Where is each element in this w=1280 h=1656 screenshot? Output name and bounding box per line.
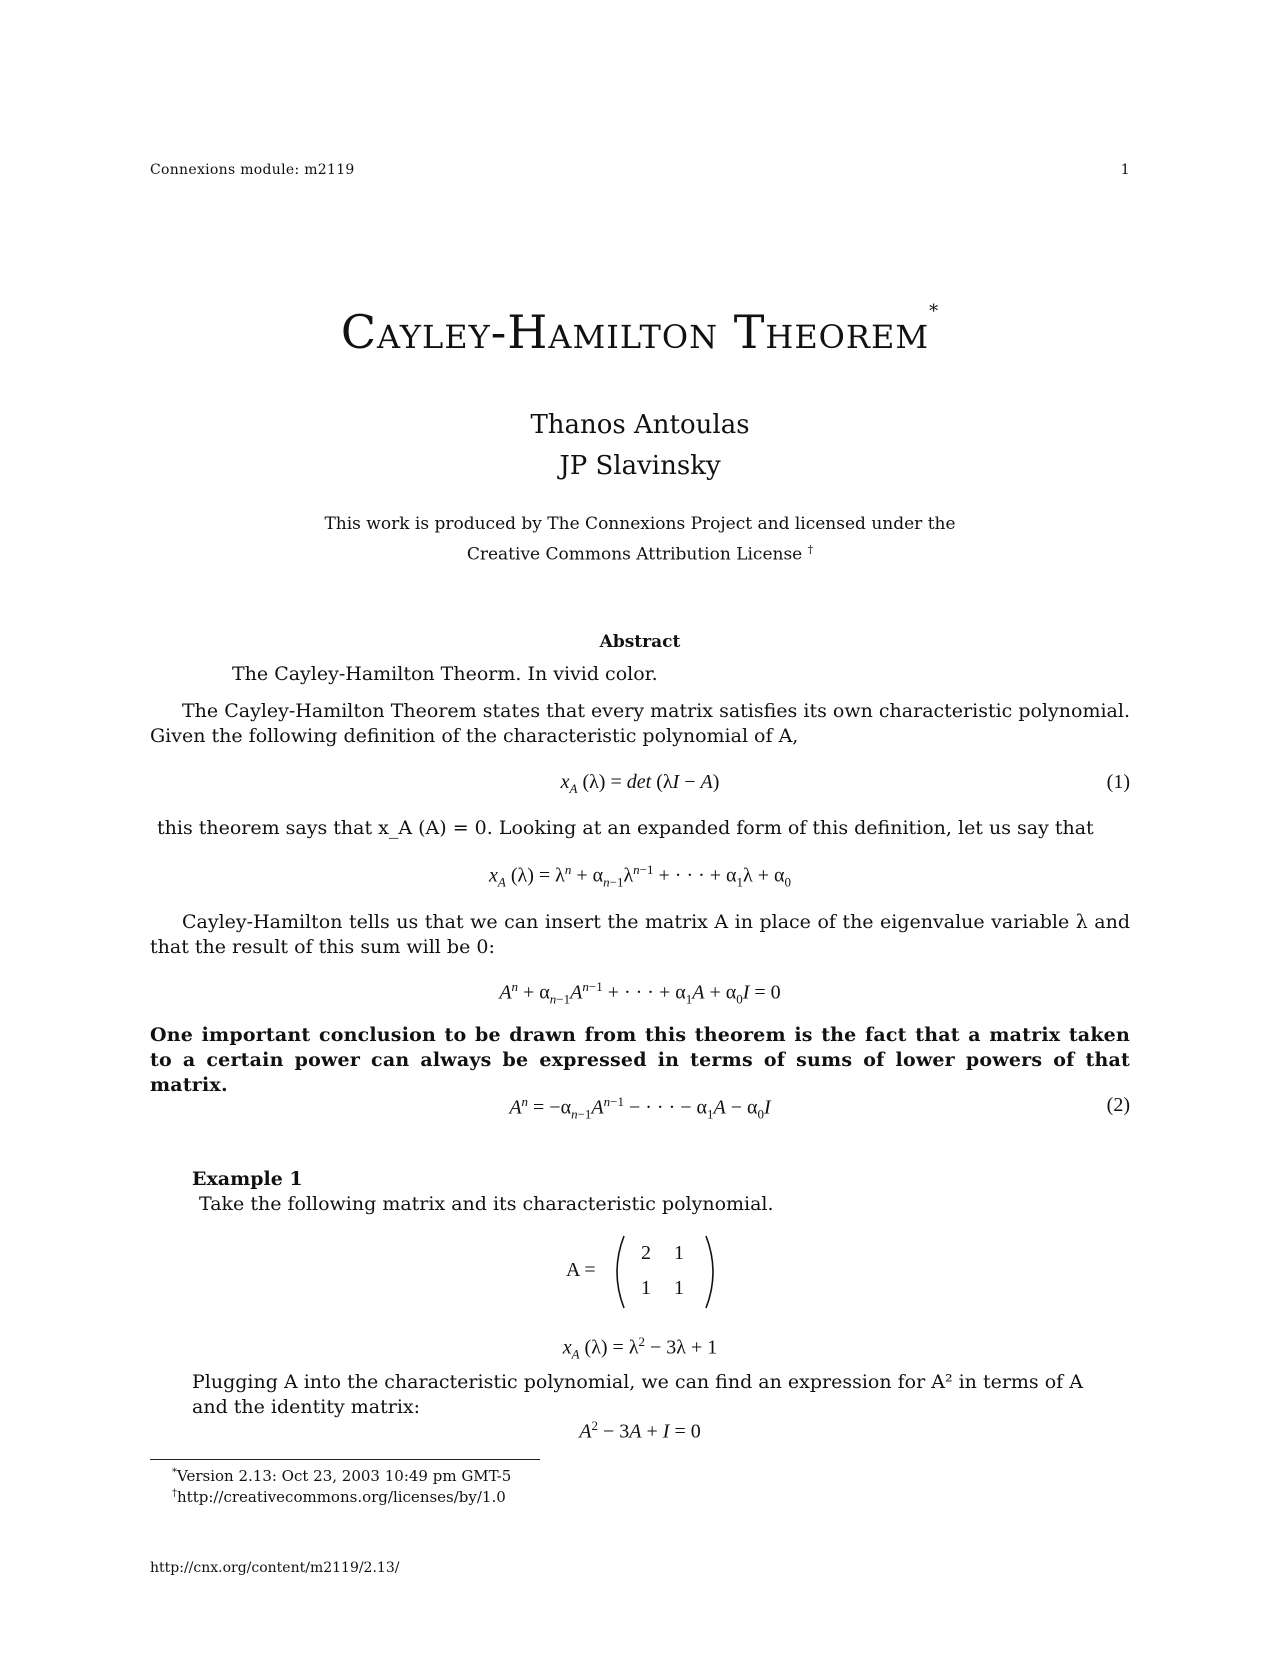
page-number: 1 [1120,162,1130,178]
example-after: Plugging A into the characteristic polynomial, we can find an expression for A² in terms of A and the identity matrix: [192,1371,1083,1418]
running-header: Connexions module: m2119 [150,162,355,178]
license-statement [0,512,1280,568]
abstract-heading: Abstract [599,632,681,652]
paper-title [0,301,1280,359]
footnote-rule [150,1459,540,1460]
example-intro: Take the following matrix and its characteristic polynomial. [199,1193,774,1215]
title-footnote-mark: * [929,301,940,322]
footnote-1-mark: * [172,1467,177,1478]
license-footnote-mark: † [807,543,814,556]
matrix-cell: 1 [674,1277,684,1299]
footnote-1 [172,1467,511,1485]
paragraph-3: Cayley-Hamilton tells us that we can insert the matrix A in place of the eigenvalue variable λ and that the result of this sum will be 0: [150,911,1130,958]
equation-2-number: (2) [1106,1094,1130,1116]
footnote-2 [172,1488,506,1506]
license-line-2: Creative Commons Attribution License [466,544,803,565]
equation-char-poly: $x_A$ $(\lambda) = \lambda^2 - 3\lambda + 1$ [562,1334,718,1362]
paragraph-2: this theorem says that x_A (A) = 0. Looking at an expanded form of this definition, let us say that [157,817,1094,839]
abstract-text: The Cayley-Hamilton Theorm. In vivid color. [232,663,658,685]
matrix-a [566,1232,726,1312]
matrix-cell: 1 [674,1242,684,1264]
equation-1-number: (1) [1106,771,1130,793]
author-2: JP Slavinsky [559,451,721,481]
matrix-cell: 2 [641,1242,651,1264]
paper-title-text: Cayley-Hamilton Theorem [340,305,930,359]
paragraph-conclusion: One important conclusion to be drawn from this theorem is the fact that a matrix taken to a certain power can always be expressed in terms of sums of lower powers of that matrix. [150,1024,1130,1096]
paragraph-1: The Cayley-Hamilton Theorem states that every matrix satisfies its own characteristic polynomial. Given the following definition of the characteristic polynomial of A, [150,700,1130,747]
author-1: Thanos Antoulas [530,410,750,440]
footer-url[interactable]: http://cnx.org/content/m2119/2.13/ [150,1560,400,1576]
footnote-1-text: Version 2.13: Oct 23, 2003 10:49 pm GMT-5 [177,1467,512,1485]
equation-a-squared: $A^2 - 3A + I = 0$ [579,1418,701,1443]
matrix-cell: 1 [641,1277,651,1299]
matrix-brackets [610,1232,720,1312]
equation-1: $x_A$ (λ) = det (λI − A) [560,771,720,796]
example-heading: Example 1 [192,1168,303,1190]
matrix-label: A = [566,1259,596,1281]
equation-expanded: $x_A$ $(\lambda) = \lambda^n + \alpha_{n-1}\lambda^{n-1}$ + · · · + $\alpha_1\lambda + \alpha_0$ [489,862,791,890]
equation-2: $A^n = -\alpha_{n-1}A^{n-1}$ − · · · − $\alpha_1A - \alpha_0I$ [509,1094,771,1122]
license-line-1: This work is produced by The Connexions Project and licensed under the [324,514,956,534]
footnote-2-mark: † [172,1488,177,1499]
equation-matrix-sum: $A^n + \alpha_{n-1}A^{n-1}$ + · · · + $\alpha_1A + \alpha_0I = 0$ [499,979,781,1007]
footnote-2-link[interactable]: http://creativecommons.org/licenses/by/1.0 [177,1488,506,1506]
